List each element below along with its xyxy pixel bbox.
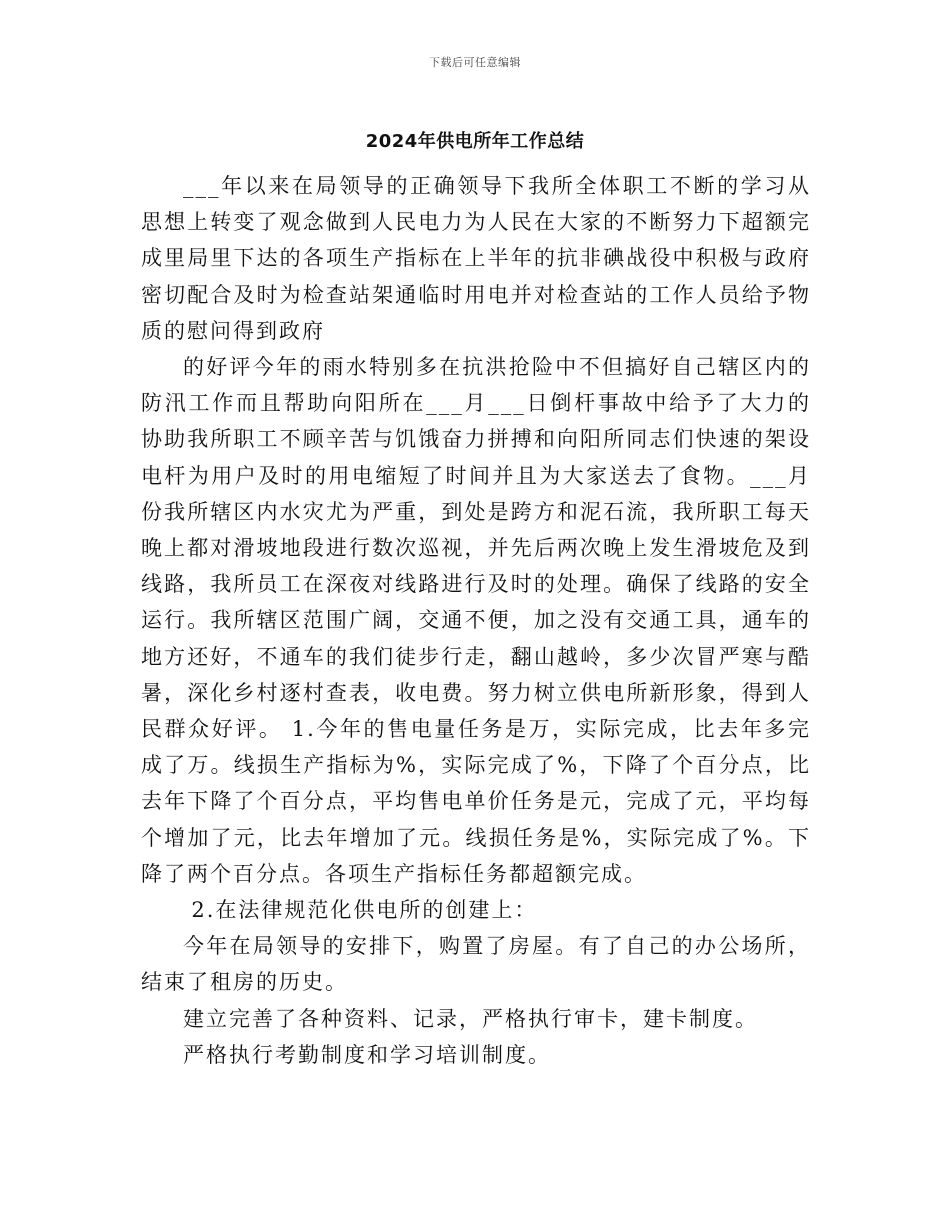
document-body — [141, 168, 811, 1073]
paragraph: 严格执行考勤制度和学习培训制度。 — [183, 1042, 551, 1067]
header-note: 下载后可任意编辑 — [429, 56, 521, 69]
paragraph: ___年以来在局领导的正确领导下我所全体职工不断的学习从思想上转变了观念做到人民电力为人民在大家的不断努力下超额完成里局里下达的各项生产指标在上半年的抗非碘战役中积极与政府密切配合及时为检查站架通临时用电并对检查站的工作人员给予物质的慰问得到政府 — [141, 174, 811, 343]
paragraph: 今年在局领导的安排下，购置了房屋。有了自己的办公场所，结束了租房的历史。 — [141, 934, 811, 995]
paragraph: 2.在法律规范化供电所的创建上： — [191, 898, 538, 923]
document-title: 2024年供电所年工作总结 — [365, 131, 585, 152]
paragraph: 的好评今年的雨水特别多在抗洪抢险中不但搞好自己辖区内的防汛工作而且帮助向阳所在___月___日倒杆事故中给予了大力的协助我所职工不顾辛苦与饥饿奋力拼搏和向阳所同志们快速的架设电杆为用户及时的用电缩短了时间并且为大家送去了食物。___月份我所辖区内水灾尤为严重，到处是跨方和泥石流，我所职工每天晚上都对滑坡地段进行数次巡视，并先后两次晚上发生滑坡危及到线路，我所员工在深夜对线路进行及时的处理。确保了线路的安全运行。我所辖区范围广阔，交通不便，加之没有交通工具，通车的地方还好，不通车的我们徒步行走，翻山越岭，多少次冒严寒与酷暑，深化乡村逐村查表，收电费。努力树立供电所新形象，得到人民群众好评。 1.今年的售电量任务是万，实际完成，比去年多完成了万。线损生产指标为%，实际完成了%，下降了个百分点，比去年下降了个百分点，平均售电单价任务是元，完成了元，平均每个增加了元，比去年增加了元。线损任务是%，实际完成了%。下降了两个百分点。各项生产指标任务都超额完成。 — [141, 355, 811, 886]
paragraph: 建立完善了各种资料、记录，严格执行审卡，建卡制度。 — [183, 1006, 758, 1031]
